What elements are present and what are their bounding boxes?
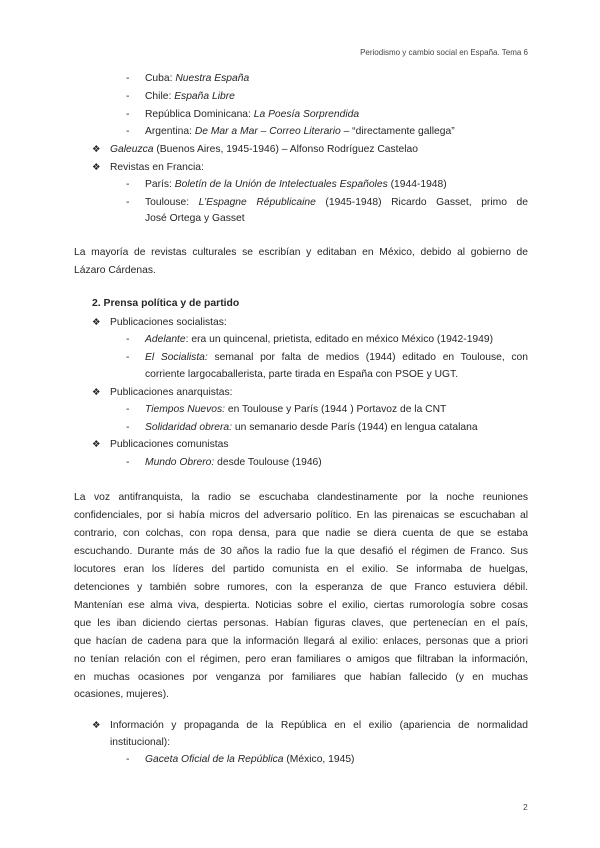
bullet-diamond-icon: ❖ [92, 144, 101, 155]
list-item-socialistas: Publicaciones socialistas: [110, 317, 227, 328]
paragraph-line: locutores eran los líderes del partido comunista en el exilio. Se informaba de huelgas, [74, 564, 528, 575]
dash-marker: - [126, 334, 130, 345]
dash-marker: - [126, 457, 130, 468]
list-item-gaceta: Gaceta Oficial de la República (México, 1945) [145, 754, 355, 765]
list-item-galeuzca: Galeuzca (Buenos Aires, 1945-1946) – Alfonso Rodríguez Castelao [110, 144, 418, 155]
bullet-diamond-icon: ❖ [92, 387, 101, 398]
list-item-toulouse: Toulouse: L’Espagne Républicaine (1945-1948) Ricardo Gasset, primo de [145, 197, 528, 208]
paragraph-line: La voz antifranquista, la radio se escuchaba clandestinamente por la noche reuniones [74, 492, 528, 503]
paragraph-line: Mantenían ese alma viva, despierta. Noticias sobre el exilio, ciertas rumorología sobre cosas [74, 600, 528, 611]
list-item-informacion: Información y propaganda de la República en el exilio (apariencia de normalidad [110, 720, 528, 731]
dash-marker: - [126, 404, 130, 415]
bullet-diamond-icon: ❖ [92, 162, 101, 173]
list-item-anarquistas: Publicaciones anarquistas: [110, 387, 233, 398]
list-item-cuba: Cuba: Nuestra España [145, 73, 250, 84]
dash-marker: - [126, 126, 130, 137]
paragraph-line: ocasiones, mujeres). [74, 689, 169, 700]
paragraph-line: escuchando. Durante más de 30 años la radio fue la que desafió el régimen de Franco. Sus [74, 546, 528, 557]
paragraph-line: confidenciales, por si había micros del adversario político. En las pirenaicas se escuchaban al [74, 510, 528, 521]
dash-marker: - [126, 73, 130, 84]
dash-marker: - [126, 197, 130, 208]
list-item-tiempos-nuevos: Tiempos Nuevos: en Toulouse y París (1944 ) Portavoz de la CNT [145, 404, 447, 415]
dash-marker: - [126, 109, 130, 120]
bullet-diamond-icon: ❖ [92, 720, 101, 731]
list-item-toulouse-cont: José Ortega y Gasset [145, 213, 245, 224]
list-item-solidaridad-obrera: Solidaridad obrera: un semanario desde París (1944) en lengua catalana [145, 422, 478, 433]
paragraph-line: que hacían de cadena para que la información llegará al exilio: enlaces, personas que a priori [74, 636, 528, 647]
running-header: Periodismo y cambio social en España. Tema 6 [360, 48, 528, 57]
paragraph-line: Lázaro Cárdenas. [74, 265, 156, 276]
list-item-chile: Chile: España Libre [145, 91, 235, 102]
dash-marker: - [126, 352, 130, 363]
dash-marker: - [126, 422, 130, 433]
list-item-adelante: Adelante: era un quincenal, prietista, editado en méxico México (1942-1949) [145, 334, 494, 345]
list-item-mundo-obrero: Mundo Obrero: desde Toulouse (1946) [145, 457, 322, 468]
dash-marker: - [126, 91, 130, 102]
bullet-diamond-icon: ❖ [92, 439, 101, 450]
bullet-diamond-icon: ❖ [92, 317, 101, 328]
list-item-el-socialista-cont: corriente largocaballerista, parte tirada en España con PSOE y UGT. [145, 369, 459, 380]
list-item-revistas-francia: Revistas en Francia: [110, 162, 204, 173]
page-number: 2 [523, 802, 528, 812]
paragraph-line: contrario, con colchas, con ropa densa, para que nadie se diera cuenta de que se estaba [74, 528, 528, 539]
list-item-el-socialista: El Socialista: semanal por falta de medios (1944) editado en Toulouse, con [145, 352, 529, 363]
list-item-paris: París: Boletín de la Unión de Intelectuales Españoles (1944-1948) [145, 179, 447, 190]
list-item-comunistas: Publicaciones comunistas [110, 439, 229, 450]
paragraph-line: no tenían relación con el régimen, pero eran familiares o amigos que filtraban la información, [74, 654, 528, 665]
list-item-argentina: Argentina: De Mar a Mar – Correo Literario – “directamente gallega” [145, 126, 455, 137]
dash-marker: - [126, 754, 130, 765]
paragraph-line: La mayoría de revistas culturales se escribían y editaban en México, debido al gobierno de [74, 247, 528, 258]
dash-marker: - [126, 179, 130, 190]
paragraph-line: en muchas ocasiones por venganza por familiares que habían fallecido (y en muchas [74, 672, 528, 683]
list-item-informacion-cont: institucional): [110, 737, 171, 748]
paragraph-line: que les iban diciendo ciertas personas. Habían figuras claves, que pertenecían en el país, [74, 618, 528, 629]
list-item-republica-dominicana: República Dominicana: La Poesía Sorprendida [145, 109, 360, 120]
section-heading: 2. Prensa política y de partido [92, 298, 240, 309]
paragraph-line: detenciones y también sobre rumores, con la esperanza de que Franco estuviera débil. [74, 582, 528, 593]
